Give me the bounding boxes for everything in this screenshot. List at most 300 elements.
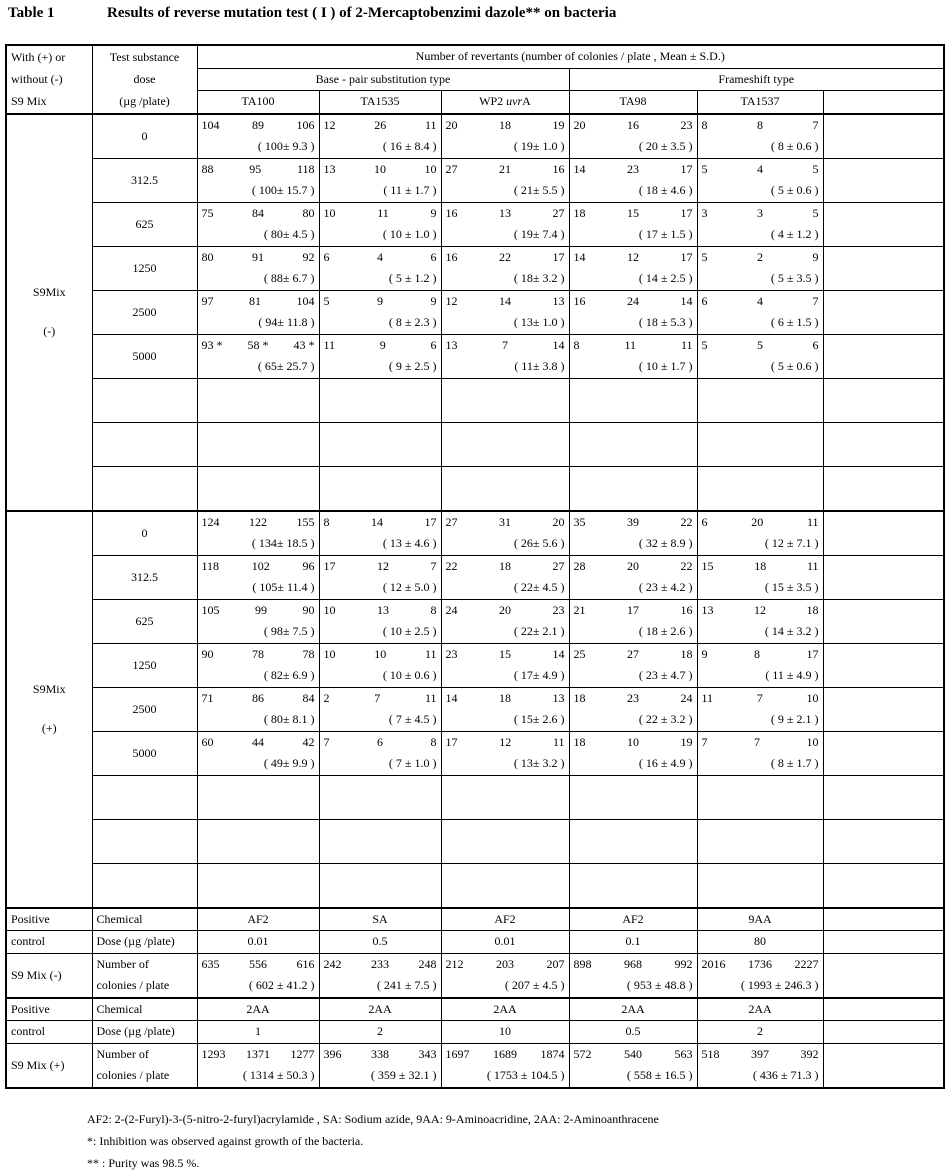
chemical-name: 2AA xyxy=(569,998,697,1021)
colony-count: 8 xyxy=(323,514,330,529)
counts-cell xyxy=(441,775,569,797)
mean-sd-cell xyxy=(319,885,441,908)
mean-sd-cell: ( 80± 8.1 ) xyxy=(197,709,319,731)
header-strain: TA98 xyxy=(569,91,697,114)
colony-count: 13 xyxy=(445,337,458,352)
mean-sd-cell: ( 9 ± 2.1 ) xyxy=(697,709,823,731)
mean-sd-cell: ( 6 ± 1.5 ) xyxy=(697,312,823,334)
colony-count: 102 xyxy=(251,558,270,573)
counts-cell xyxy=(197,819,319,841)
mean-sd-cell: ( 1753 ± 104.5 ) xyxy=(441,1065,569,1088)
counts-cell xyxy=(197,511,319,534)
colony-count: 95 xyxy=(249,161,262,176)
counts-cell xyxy=(319,863,441,885)
colony-count: 10 xyxy=(323,205,336,220)
counts-cell xyxy=(569,775,697,797)
counts-cell xyxy=(569,643,697,665)
colony-count: 18 xyxy=(499,558,511,573)
mean-sd-cell: ( 18 ± 5.3 ) xyxy=(569,312,697,334)
mean-sd-cell xyxy=(197,400,319,422)
colony-count: 12 xyxy=(754,602,766,617)
mean-sd-cell: ( 14 ± 3.2 ) xyxy=(697,621,823,643)
counts-cell xyxy=(319,687,441,709)
header-base-pair: Base - pair substitution type xyxy=(197,68,569,91)
colony-count: 78 xyxy=(252,646,264,661)
mean-sd-cell xyxy=(697,797,823,819)
colony-count: 2227 xyxy=(794,956,819,971)
colony-count: 343 xyxy=(418,1046,437,1061)
colony-count: 12 xyxy=(627,249,639,264)
mean-sd-cell xyxy=(319,488,441,511)
colony-count: 17 xyxy=(680,161,693,176)
colony-count: 78 xyxy=(302,646,315,661)
chemical-name: 9AA xyxy=(697,908,823,931)
counts-cell xyxy=(319,599,441,621)
colony-count: 13 xyxy=(552,293,565,308)
control-dose: 0.5 xyxy=(319,931,441,954)
colony-count: 635 xyxy=(201,956,220,971)
chemical-name: 2AA xyxy=(197,998,319,1021)
s9-condition-label: S9Mix (+) xyxy=(6,511,92,908)
counts-cell xyxy=(197,775,319,797)
colony-count: 13 xyxy=(499,205,511,220)
colony-count: 616 xyxy=(296,956,315,971)
colony-count: 7 xyxy=(754,734,760,749)
colony-count: 23 xyxy=(627,161,639,176)
mean-sd-cell: ( 359 ± 32.1 ) xyxy=(319,1065,441,1088)
control-dose: 0.5 xyxy=(569,1021,697,1044)
dose-value: 5000 xyxy=(92,731,197,775)
mean-sd-cell: ( 5 ± 0.6 ) xyxy=(697,356,823,378)
dose-value: 2500 xyxy=(92,290,197,334)
colony-count: 80 xyxy=(201,249,214,264)
header-dose-line3: (µg /plate) xyxy=(92,91,197,114)
colony-count: 11 xyxy=(806,514,819,529)
mean-sd-cell: ( 4 ± 1.2 ) xyxy=(697,224,823,246)
colony-count: 20 xyxy=(445,117,458,132)
counts-cell xyxy=(197,863,319,885)
colony-count: 9 xyxy=(812,249,819,264)
counts-cell xyxy=(319,114,441,137)
colony-count: 15 xyxy=(627,205,639,220)
colony-count: 7 xyxy=(374,690,381,705)
mean-sd-cell xyxy=(441,797,569,819)
colony-count: 96 xyxy=(302,558,315,573)
chemical-name: SA xyxy=(319,908,441,931)
mean-sd-cell: ( 16 ± 4.9 ) xyxy=(569,753,697,775)
colony-count: 16 xyxy=(445,205,458,220)
counts-cell xyxy=(697,731,823,753)
colony-count: 1277 xyxy=(290,1046,315,1061)
colony-count: 10 xyxy=(806,690,819,705)
mean-sd-cell xyxy=(823,356,944,378)
colony-count: 104 xyxy=(201,117,220,132)
mean-sd-cell xyxy=(569,797,697,819)
colony-count: 14 xyxy=(445,690,458,705)
counts-cell xyxy=(197,599,319,621)
counts-cell xyxy=(319,202,441,224)
colony-count: 90 xyxy=(302,602,315,617)
colony-count: 11 xyxy=(424,690,437,705)
counts-cell xyxy=(197,731,319,753)
colony-count: 992 xyxy=(674,956,693,971)
colony-count: 338 xyxy=(371,1046,389,1061)
counts-cell xyxy=(319,378,441,400)
colony-count: 248 xyxy=(418,956,437,971)
mean-sd-cell: ( 207 ± 4.5 ) xyxy=(441,975,569,998)
mean-sd-cell xyxy=(441,488,569,511)
colony-count: 6 xyxy=(430,249,437,264)
mean-sd-cell xyxy=(441,841,569,863)
control-dose xyxy=(823,931,944,954)
mean-sd-cell xyxy=(823,1065,944,1088)
header-s9-line1: With (+) or xyxy=(6,45,92,68)
count-label-line2: colonies / plate xyxy=(92,975,197,998)
colony-count: 4 xyxy=(377,249,383,264)
colony-count: 22 xyxy=(445,558,458,573)
chemical-name xyxy=(823,998,944,1021)
colony-count: 1293 xyxy=(201,1046,226,1061)
chemical-name: 2AA xyxy=(319,998,441,1021)
counts-cell xyxy=(823,422,944,444)
control-dose: 10 xyxy=(441,1021,569,1044)
mean-sd-cell xyxy=(823,224,944,246)
dose-value xyxy=(92,775,197,819)
footnote-purity: ** : Purity was 98.5 %. xyxy=(87,1156,200,1170)
counts-cell xyxy=(319,775,441,797)
colony-count: 18 xyxy=(499,690,511,705)
mean-sd-cell: ( 22± 2.1 ) xyxy=(441,621,569,643)
mean-sd-cell: ( 134± 18.5 ) xyxy=(197,533,319,555)
colony-count: 60 xyxy=(201,734,214,749)
colony-count: 7 xyxy=(756,690,763,705)
colony-count: 8 xyxy=(754,646,760,661)
mean-sd-cell: ( 20 ± 3.5 ) xyxy=(569,136,697,158)
colony-count: 18 xyxy=(680,646,693,661)
colony-count: 7 xyxy=(812,117,819,132)
colony-count: 18 xyxy=(806,602,819,617)
mean-sd-cell xyxy=(441,444,569,466)
colony-count: 5 xyxy=(701,249,708,264)
colony-count: 84 xyxy=(252,205,264,220)
control-dose: 0.01 xyxy=(441,931,569,954)
colony-count: 233 xyxy=(371,956,389,971)
dose-label: Dose (µg /plate) xyxy=(92,1021,197,1044)
colony-count: 17 xyxy=(323,558,336,573)
dose-value xyxy=(92,378,197,422)
mean-sd-cell: ( 10 ± 2.5 ) xyxy=(319,621,441,643)
dose-value: 312.5 xyxy=(92,555,197,599)
dose-value: 0 xyxy=(92,114,197,159)
mean-sd-cell: ( 10 ± 1.7 ) xyxy=(569,356,697,378)
colony-count: 540 xyxy=(624,1046,642,1061)
mean-sd-cell xyxy=(569,488,697,511)
mean-sd-cell: ( 18 ± 4.6 ) xyxy=(569,180,697,202)
mean-sd-cell xyxy=(823,621,944,643)
colony-count: 118 xyxy=(201,558,220,573)
counts-cell xyxy=(319,953,441,975)
counts-cell xyxy=(569,731,697,753)
mean-sd-cell xyxy=(823,797,944,819)
mean-sd-cell xyxy=(823,709,944,731)
mean-sd-cell: ( 602 ± 41.2 ) xyxy=(197,975,319,998)
header-number-of-revertants: Number of revertants (number of colonies / plate , Mean ± S.D.) xyxy=(197,45,944,68)
colony-count: 11 xyxy=(377,205,389,220)
mean-sd-cell: ( 18± 3.2 ) xyxy=(441,268,569,290)
colony-count: 22 xyxy=(680,558,693,573)
counts-cell xyxy=(441,1043,569,1065)
colony-count: 5 xyxy=(812,205,819,220)
mean-sd-cell: ( 1314 ± 50.3 ) xyxy=(197,1065,319,1088)
mean-sd-cell: ( 10 ± 1.0 ) xyxy=(319,224,441,246)
mean-sd-cell: ( 1993 ± 246.3 ) xyxy=(697,975,823,998)
colony-count: 20 xyxy=(552,514,565,529)
colony-count: 43 * xyxy=(293,337,315,352)
mean-sd-cell: ( 23 ± 4.2 ) xyxy=(569,577,697,599)
footnotes xyxy=(87,1108,659,1174)
colony-count: 212 xyxy=(445,956,464,971)
colony-count: 105 xyxy=(201,602,220,617)
colony-count: 1689 xyxy=(493,1046,517,1061)
counts-cell xyxy=(197,114,319,137)
counts-cell xyxy=(441,246,569,268)
mean-sd-cell: ( 10 ± 0.6 ) xyxy=(319,665,441,687)
colony-count: 17 xyxy=(680,249,693,264)
mean-sd-cell: ( 11± 3.8 ) xyxy=(441,356,569,378)
mean-sd-cell: ( 82± 6.9 ) xyxy=(197,665,319,687)
mean-sd-cell: ( 94± 11.8 ) xyxy=(197,312,319,334)
colony-count: 11 xyxy=(552,734,565,749)
colony-count: 23 xyxy=(680,117,693,132)
mean-sd-cell: ( 100± 15.7 ) xyxy=(197,180,319,202)
mean-sd-cell: ( 12 ± 7.1 ) xyxy=(697,533,823,555)
colony-count: 7 xyxy=(701,734,708,749)
positive-control-label: control xyxy=(6,931,92,954)
count-label-line2: colonies / plate xyxy=(92,1065,197,1088)
counts-cell xyxy=(319,158,441,180)
counts-cell xyxy=(823,599,944,621)
colony-count: 207 xyxy=(546,956,565,971)
mean-sd-cell: ( 65± 25.7 ) xyxy=(197,356,319,378)
counts-cell xyxy=(569,819,697,841)
counts-cell xyxy=(823,246,944,268)
colony-count: 16 xyxy=(573,293,586,308)
counts-cell xyxy=(569,1043,697,1065)
colony-count: 6 xyxy=(701,293,708,308)
mean-sd-cell: ( 21± 5.5 ) xyxy=(441,180,569,202)
colony-count: 21 xyxy=(573,602,586,617)
mean-sd-cell: ( 22± 4.5 ) xyxy=(441,577,569,599)
colony-count: 12 xyxy=(499,734,512,749)
colony-count: 9 xyxy=(379,337,386,352)
chemical-label: Chemical xyxy=(92,998,197,1021)
colony-count: 13 xyxy=(701,602,714,617)
mean-sd-cell: ( 5 ± 3.5 ) xyxy=(697,268,823,290)
mean-sd-cell xyxy=(441,885,569,908)
chemical-name: AF2 xyxy=(569,908,697,931)
counts-cell xyxy=(697,378,823,400)
counts-cell xyxy=(697,511,823,534)
colony-count: 27 xyxy=(552,558,565,573)
colony-count: 2 xyxy=(323,690,330,705)
mean-sd-cell xyxy=(569,841,697,863)
counts-cell xyxy=(569,466,697,488)
colony-count: 12 xyxy=(445,293,458,308)
colony-count: 3 xyxy=(701,205,708,220)
colony-count: 19 xyxy=(680,734,693,749)
colony-count: 92 xyxy=(302,249,315,264)
colony-count: 39 xyxy=(627,514,639,529)
counts-cell xyxy=(697,466,823,488)
colony-count: 14 xyxy=(552,337,565,352)
mean-sd-cell: ( 14 ± 2.5 ) xyxy=(569,268,697,290)
colony-count: 17 xyxy=(806,646,819,661)
colony-count: 26 xyxy=(374,117,387,132)
colony-count: 10 xyxy=(374,161,386,176)
counts-cell xyxy=(697,643,823,665)
colony-count: 27 xyxy=(552,205,565,220)
counts-cell xyxy=(197,555,319,577)
footnote-abbreviations: AF2: 2-(2-Furyl)-3-(5-nitro-2-furyl)acrylamide , SA: Sodium azide, 9AA: 9-Aminoacridine, 2AA: 2-Aminoanthracene xyxy=(87,1112,659,1126)
counts-cell xyxy=(319,511,441,534)
mean-sd-cell xyxy=(197,841,319,863)
colony-count: 9 xyxy=(430,205,437,220)
counts-cell xyxy=(697,158,823,180)
counts-cell xyxy=(697,953,823,975)
colony-count: 17 xyxy=(552,249,565,264)
dose-value: 1250 xyxy=(92,246,197,290)
colony-count: 11 xyxy=(424,646,437,661)
mean-sd-cell xyxy=(319,841,441,863)
colony-count: 23 xyxy=(552,602,565,617)
colony-count: 17 xyxy=(445,734,458,749)
colony-count: 11 xyxy=(806,558,819,573)
mean-sd-cell xyxy=(441,400,569,422)
counts-cell xyxy=(823,819,944,841)
counts-cell xyxy=(441,114,569,137)
mean-sd-cell xyxy=(823,444,944,466)
counts-cell xyxy=(197,334,319,356)
colony-count: 10 xyxy=(323,602,336,617)
colony-count: 556 xyxy=(249,956,267,971)
colony-count: 18 xyxy=(499,117,511,132)
colony-count: 23 xyxy=(627,690,639,705)
counts-cell xyxy=(569,422,697,444)
colony-count: 5 xyxy=(812,161,819,176)
counts-cell xyxy=(823,511,944,534)
colony-count: 89 xyxy=(252,117,264,132)
mean-sd-cell: ( 9 ± 2.5 ) xyxy=(319,356,441,378)
counts-cell xyxy=(441,555,569,577)
counts-cell xyxy=(319,290,441,312)
counts-cell xyxy=(697,687,823,709)
mean-sd-cell xyxy=(319,400,441,422)
mean-sd-cell: ( 558 ± 16.5 ) xyxy=(569,1065,697,1088)
colony-count: 11 xyxy=(680,337,693,352)
colony-count: 8 xyxy=(757,117,763,132)
colony-count: 10 xyxy=(323,646,336,661)
colony-count: 17 xyxy=(627,602,639,617)
footnote-inhibition: *: Inhibition was observed against growth of the bacteria. xyxy=(87,1134,364,1148)
colony-count: 20 xyxy=(499,602,511,617)
colony-count: 17 xyxy=(424,514,437,529)
header-frameshift: Frameshift type xyxy=(569,68,944,91)
colony-count: 11 xyxy=(323,337,336,352)
counts-cell xyxy=(441,202,569,224)
colony-count: 16 xyxy=(680,602,693,617)
mean-sd-cell xyxy=(823,975,944,998)
counts-cell xyxy=(197,378,319,400)
mean-sd-cell: ( 11 ± 4.9 ) xyxy=(697,665,823,687)
colony-count: 75 xyxy=(201,205,214,220)
colony-count: 23 xyxy=(445,646,458,661)
colony-count: 6 xyxy=(430,337,437,352)
mean-sd-cell xyxy=(197,885,319,908)
colony-count: 203 xyxy=(496,956,514,971)
colony-count: 4 xyxy=(757,293,763,308)
counts-cell xyxy=(823,290,944,312)
colony-count: 20 xyxy=(627,558,639,573)
counts-cell xyxy=(319,555,441,577)
colony-count: 8 xyxy=(573,337,580,352)
colony-count: 21 xyxy=(499,161,511,176)
mean-sd-cell xyxy=(569,885,697,908)
counts-cell xyxy=(823,731,944,753)
counts-cell xyxy=(697,246,823,268)
colony-count: 9 xyxy=(430,293,437,308)
colony-count: 124 xyxy=(201,514,220,529)
counts-cell xyxy=(697,599,823,621)
colony-count: 392 xyxy=(800,1046,819,1061)
colony-count: 24 xyxy=(680,690,693,705)
positive-control-label: S9 Mix (-) xyxy=(6,953,92,998)
counts-cell xyxy=(441,334,569,356)
counts-cell xyxy=(569,246,697,268)
control-dose: 0.01 xyxy=(197,931,319,954)
counts-cell xyxy=(697,334,823,356)
colony-count: 518 xyxy=(701,1046,720,1061)
counts-cell xyxy=(441,378,569,400)
colony-count: 4 xyxy=(757,161,763,176)
header-strain: TA1535 xyxy=(319,91,441,114)
count-label-line1: Number of xyxy=(92,953,197,975)
colony-count: 27 xyxy=(627,646,639,661)
counts-cell xyxy=(823,158,944,180)
count-label-line1: Number of xyxy=(92,1043,197,1065)
mean-sd-cell: ( 18 ± 2.6 ) xyxy=(569,621,697,643)
counts-cell xyxy=(197,290,319,312)
chemical-label: Chemical xyxy=(92,908,197,931)
colony-count: 88 xyxy=(201,161,214,176)
dose-value: 312.5 xyxy=(92,158,197,202)
counts-cell xyxy=(823,114,944,137)
mean-sd-cell: ( 5 ± 0.6 ) xyxy=(697,180,823,202)
colony-count: 7 xyxy=(323,734,330,749)
counts-cell xyxy=(697,114,823,137)
colony-count: 97 xyxy=(201,293,214,308)
mean-sd-cell xyxy=(697,400,823,422)
counts-cell xyxy=(569,202,697,224)
mean-sd-cell xyxy=(197,797,319,819)
mean-sd-cell: ( 953 ± 48.8 ) xyxy=(569,975,697,998)
colony-count: 19 xyxy=(552,117,565,132)
header-dose-line2: dose xyxy=(92,68,197,91)
colony-count: 2016 xyxy=(701,956,726,971)
colony-count: 27 xyxy=(445,514,458,529)
mean-sd-cell xyxy=(823,841,944,863)
mean-sd-cell: ( 26± 5.6 ) xyxy=(441,533,569,555)
colony-count: 18 xyxy=(573,734,586,749)
